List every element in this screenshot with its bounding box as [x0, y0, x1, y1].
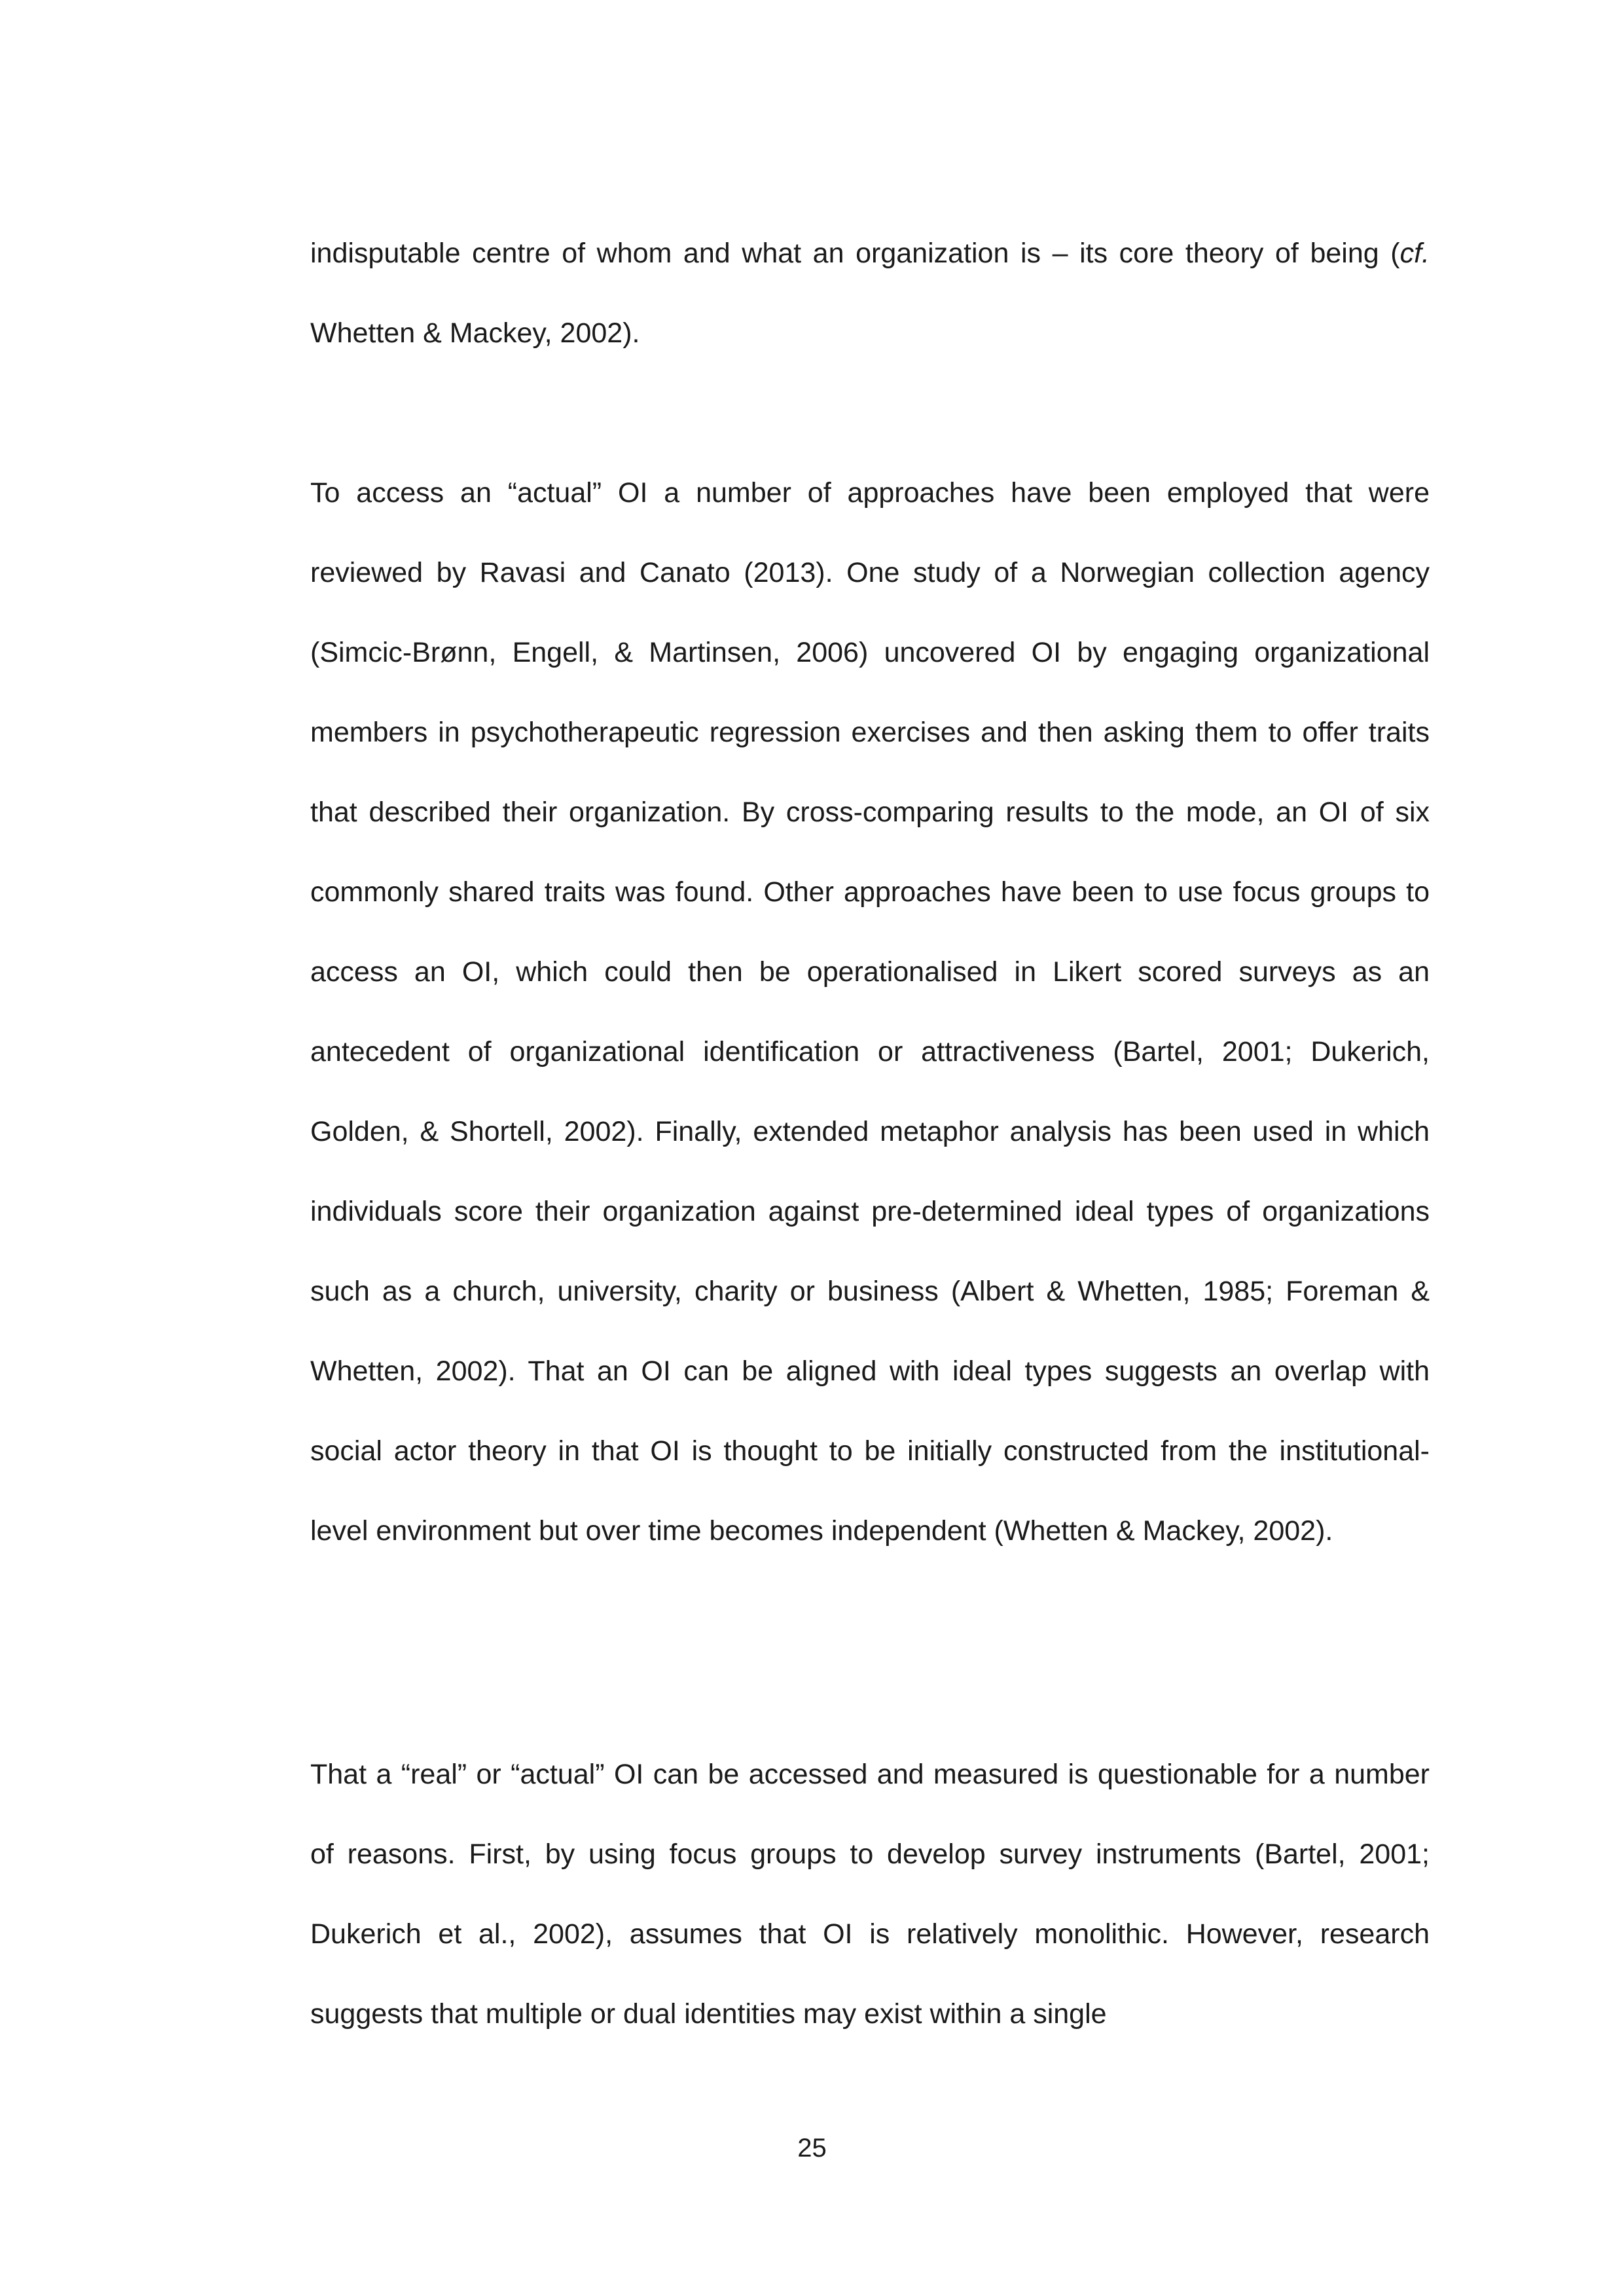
paragraph-text-italic: cf. — [1399, 238, 1430, 269]
page-number: 25 — [797, 2134, 827, 2162]
paragraph — [310, 213, 1430, 373]
paragraph-text: That a “real” or “actual” OI can be accessed and measured is questionable for a number of reasons. First, by using focus groups to develop survey instruments (Bartel, 2001; Dukerich et al., 2002), assumes that OI is relatively monolithic. However, research suggests that multiple or dual identities may exist within a single — [310, 1759, 1430, 2030]
paragraph-text: indisputable centre of whom and what an organization is – its core theory of being ( — [310, 238, 1400, 269]
paragraph — [310, 1734, 1430, 2054]
paragraph-text: To access an “actual” OI a number of approaches have been employed that were reviewed by Ravasi and Canato (2013). One study of a Norwegian collection agency (Simcic-Brønn, Engell, & Martinsen, 2006) uncovered OI by engaging organizational members in psychotherapeutic regression exercises and then asking them to offer traits that described their organization. By cross-comparing results to the mode, an OI of six commonly shared traits was found. Other approaches have been to use focus groups to access an OI, which could then be operationalised in Likert scored surveys as an antecedent of organizational identification or attractiveness (Bartel, 2001; Dukerich, Golden, & Shortell, 2002). Finally, extended metaphor analysis has been used in which individuals score their organization against pre-determined ideal types of organizations such as a church, university, charity or business (Albert & Whetten, 1985; Foreman & Whetten, 2002). That an OI can be aligned with ideal types suggests an overlap with social actor theory in that OI is thought to be initially constructed from the institutional-level environment but over time becomes independent (Whetten & Mackey, 2002). — [310, 477, 1430, 1547]
paragraph — [310, 453, 1430, 1571]
paragraph-text: Whetten & Mackey, 2002). — [310, 317, 640, 349]
